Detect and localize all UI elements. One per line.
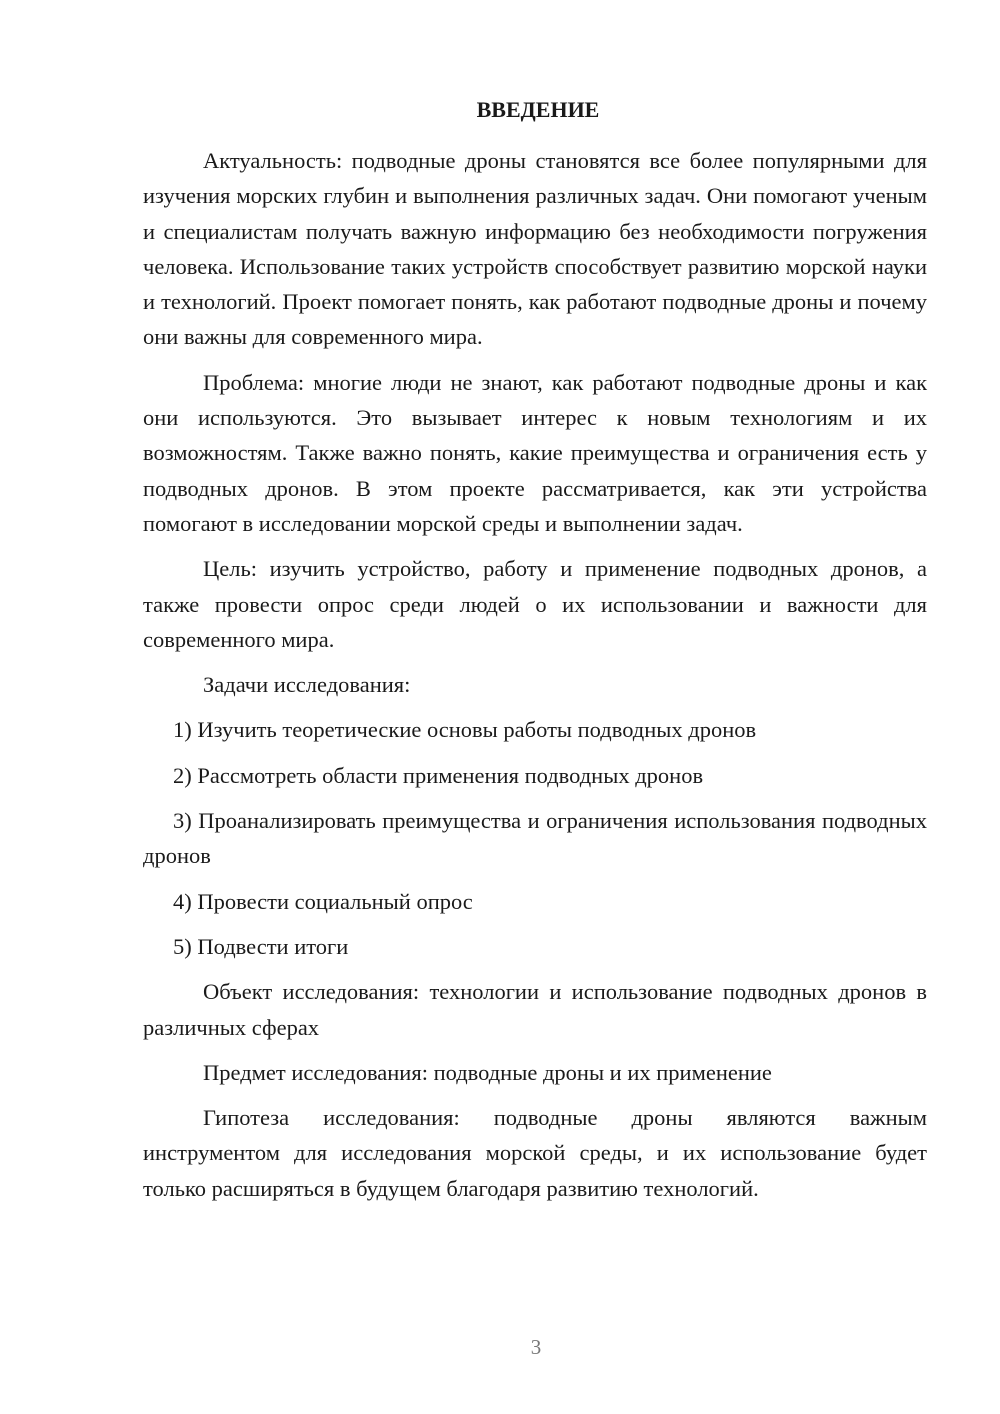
tasks-title: Задачи исследования: bbox=[203, 672, 411, 698]
section-heading: ВВЕДЕНИЕ bbox=[476, 97, 600, 122]
task-item: 3) Проанализировать преимущества и ограничения использования подводных дронов bbox=[143, 808, 927, 869]
problem-paragraph: Проблема: многие люди не знают, как работают подводные дроны и как они используются. Это вызывает интерес к новым технологиям и их возможностям. Также важно понять, какие преимущества и ограничения есть у подводных дронов. В этом проекте рассматривается, как эти устройства помогают в исследовании морской среды и выполнении задач. bbox=[143, 369, 927, 536]
subject-paragraph: Предмет исследования: подводные дроны и их применение bbox=[203, 1059, 772, 1085]
task-item: 4) Провести социальный опрос bbox=[173, 888, 473, 914]
relevance-paragraph: Актуальность: подводные дроны становятся все более популярными для изучения морских глубин и выполнения различных задач. Они помогают ученым и специалистам получать важную информацию без необходимости погружения человека. Использование таких устройств способствует развитию морской науки и технологий. Проект помогает понять, как работают подводные дроны и почему они важны для современного мира. bbox=[143, 148, 927, 350]
object-paragraph: Объект исследования: технологии и использование подводных дронов в различных сферах bbox=[143, 979, 927, 1040]
page-content bbox=[143, 95, 927, 1216]
page-number: 3 bbox=[530, 1335, 542, 1359]
goal-paragraph: Цель: изучить устройство, работу и применение подводных дронов, а также провести опрос среди людей о их использовании и важности для современного мира. bbox=[143, 556, 927, 652]
task-item: 2) Рассмотреть области применения подводных дронов bbox=[173, 762, 704, 788]
hypothesis-paragraph: Гипотеза исследования: подводные дроны являются важным инструментом для исследования морской среды, и их использование будет только расширяться в будущем благодаря развитию технологий. bbox=[143, 1105, 927, 1201]
task-item: 5) Подвести итоги bbox=[173, 933, 349, 959]
task-item: 1) Изучить теоретические основы работы подводных дронов bbox=[173, 717, 757, 743]
